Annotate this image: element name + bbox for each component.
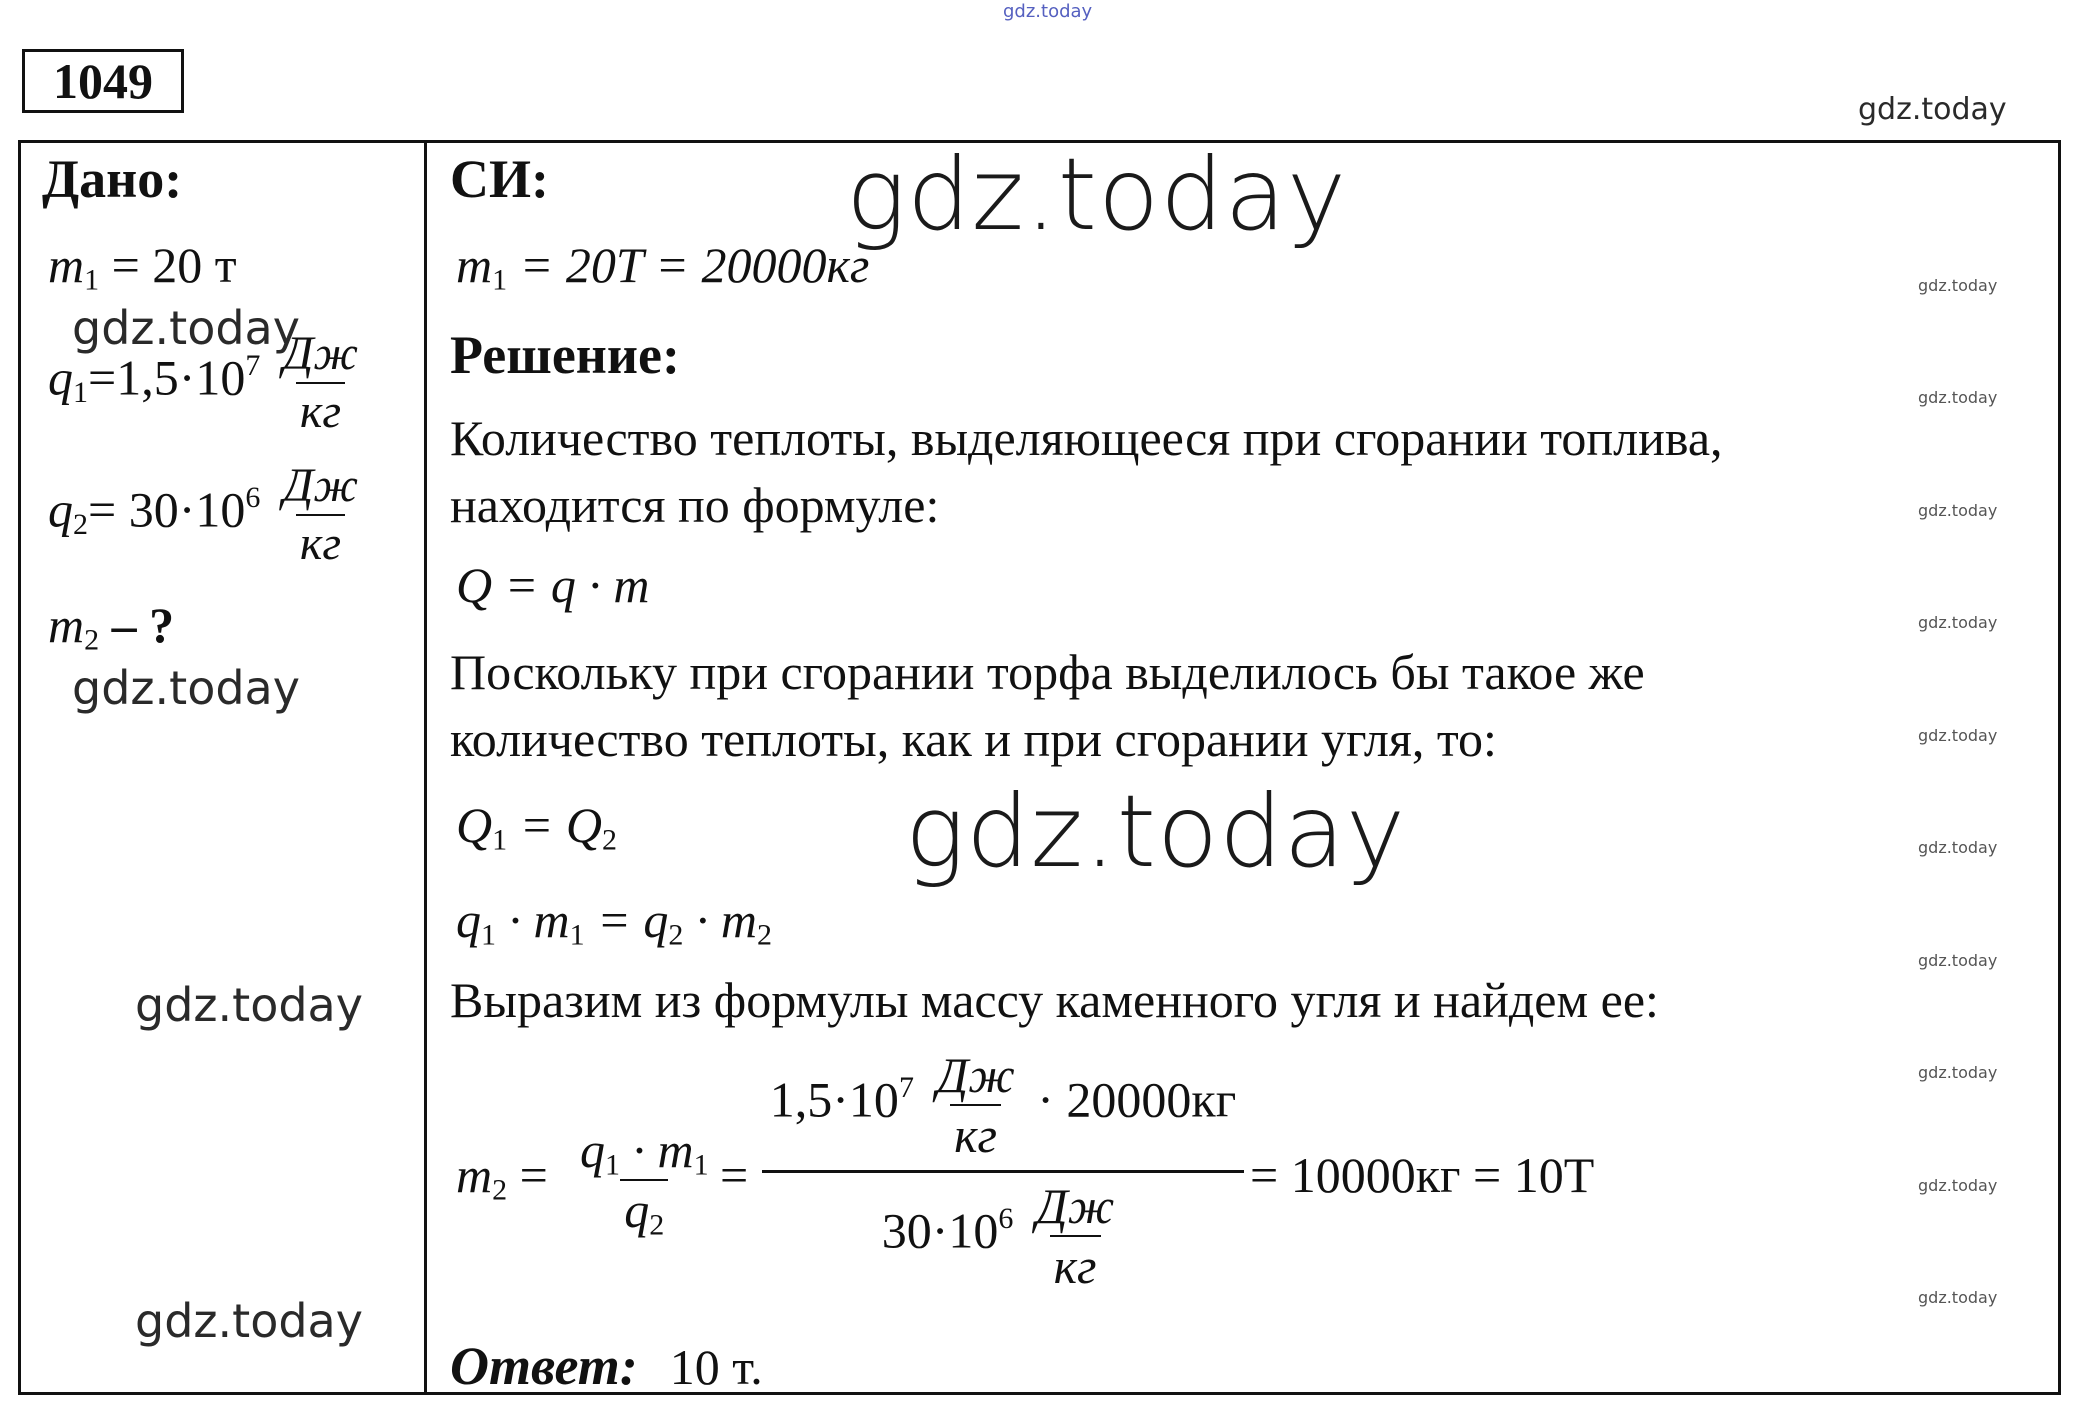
watermark-side-8: gdz.today	[1918, 1063, 1998, 1082]
watermark-side-4: gdz.today	[1918, 613, 1998, 632]
watermark-side-7: gdz.today	[1918, 951, 1998, 970]
watermark-side-5: gdz.today	[1918, 726, 1998, 745]
answer-label: Ответ:	[450, 1336, 638, 1396]
formula-q-equals-qm: Q = q · m	[456, 557, 650, 613]
given-q1: $q_1=1,5\cdot 10^7$ $\frac{Дж}{кг}$	[48, 327, 359, 438]
si-m1: $m_1 = 20T = 20000кг$	[456, 237, 870, 297]
watermark-side-3: gdz.today	[1918, 501, 1998, 520]
watermark-given-3: gdz.today	[135, 978, 363, 1032]
watermark-top: gdz.today	[1003, 1, 1093, 22]
solution-para-2-line-2: количество теплоты, как и при сгорании угля, то:	[450, 711, 1497, 767]
final-fraction-numeric	[762, 1047, 1244, 1294]
final-lhs-m2: $m_2$ =	[456, 1147, 548, 1207]
final-fraction-numerator: $1,5\cdot 10^7$ $\frac{Дж}{кг}$ · 20000кг	[769, 1047, 1237, 1163]
formula-q1-equals-q2: $Q_1 = Q_2$	[456, 797, 617, 857]
given-q2: $q_2= 30\cdot 10^6$ $\frac{Дж}{кг}$	[48, 459, 359, 570]
given-find-m2: $m_2$ – ?	[48, 597, 175, 657]
given-header: Дано:	[42, 149, 183, 209]
watermark-given-4: gdz.today	[135, 1294, 363, 1348]
watermark-side-10: gdz.today	[1918, 1288, 1998, 1307]
solution-para-2-line-1: Поскольку при сгорании торфа выделилось бы такое же	[450, 644, 1645, 700]
solution-header: Решение:	[450, 325, 680, 385]
answer-value: 10 т.	[669, 1339, 763, 1395]
problem-number: 1049	[22, 49, 184, 113]
solution-para-1-line-2: находится по формуле:	[450, 477, 940, 533]
given-m1: $m_1 = 20$ т	[48, 237, 237, 297]
final-equals-sign: =	[720, 1147, 749, 1203]
final-result: = 10000кг = 10T	[1250, 1147, 1595, 1203]
watermark-side-9: gdz.today	[1918, 1176, 1998, 1195]
watermark-side-1: gdz.today	[1918, 276, 1998, 295]
watermark-corner: gdz.today	[1858, 92, 2007, 127]
solution-para-3: Выразим из формулы массу каменного угля и найдем ее:	[450, 972, 1659, 1028]
column-divider	[424, 140, 427, 1395]
final-fraction-denominator: $30\cdot 10^6$ $\frac{Дж}{кг}$	[881, 1178, 1115, 1294]
watermark-side-2: gdz.today	[1918, 388, 1998, 407]
watermark-given-1: gdz.today	[72, 301, 300, 355]
answer	[450, 1335, 763, 1397]
watermark-big-1: gdz.today	[846, 136, 1348, 253]
watermark-big-2: gdz.today	[905, 773, 1407, 890]
watermark-given-2: gdz.today	[72, 661, 300, 715]
si-header: СИ:	[450, 149, 549, 209]
formula-q1m1-equals-q2m2: $q_1 \cdot m_1 = q_2 \cdot m_2$	[456, 892, 772, 952]
solution-para-1-line-1: Количество теплоты, выделяющееся при сгорании топлива,	[450, 410, 1723, 466]
final-fraction-symbolic: $\frac{q_1 \cdot m_1}{q_2}$	[580, 1122, 709, 1242]
watermark-side-6: gdz.today	[1918, 838, 1998, 857]
